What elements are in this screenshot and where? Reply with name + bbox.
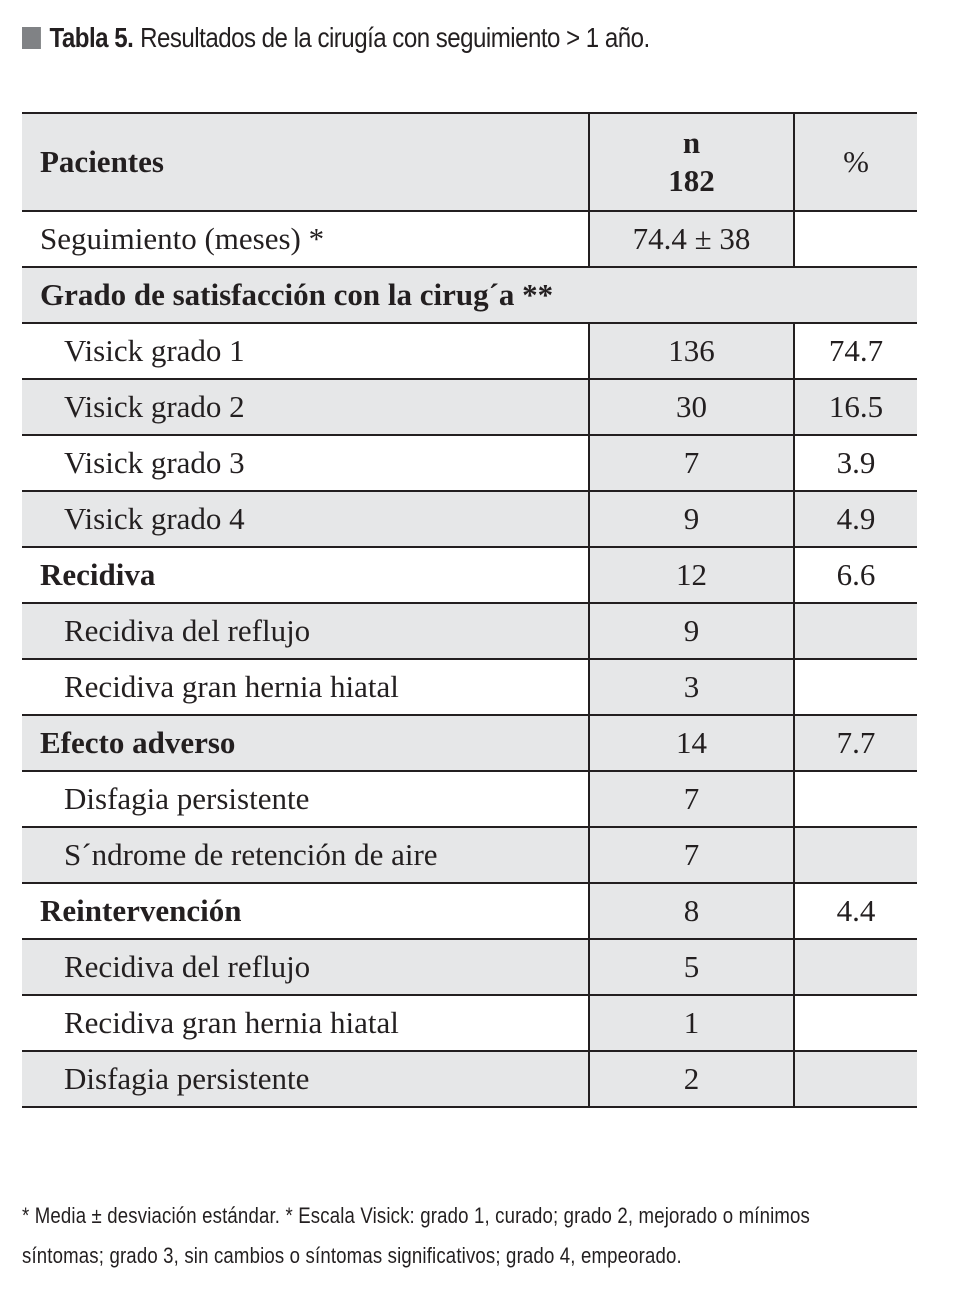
row-label: Disfagia persistente — [22, 1051, 589, 1107]
row-pct — [794, 771, 917, 827]
table-row — [22, 939, 917, 995]
section-label: Grado de satisfacción con la cirug´a ** — [22, 267, 917, 323]
table-row — [22, 211, 917, 267]
row-label: Reintervención — [22, 883, 589, 939]
row-pct — [794, 211, 917, 267]
table-row — [22, 547, 917, 603]
row-label: Disfagia persistente — [22, 771, 589, 827]
row-pct: 6.6 — [794, 547, 917, 603]
row-label: Visick grado 3 — [22, 435, 589, 491]
row-pct: 4.4 — [794, 883, 917, 939]
table-row — [22, 995, 917, 1051]
row-label: Visick grado 1 — [22, 323, 589, 379]
table-row — [22, 771, 917, 827]
row-n: 7 — [589, 827, 794, 883]
row-n: 3 — [589, 659, 794, 715]
row-pct: 16.5 — [794, 379, 917, 435]
header-n-label: n — [682, 125, 701, 160]
row-label: Recidiva del reflujo — [22, 939, 589, 995]
header-n — [589, 113, 794, 211]
row-pct — [794, 1051, 917, 1107]
table-row — [22, 435, 917, 491]
row-n: 136 — [589, 323, 794, 379]
table-row — [22, 491, 917, 547]
row-n: 12 — [589, 547, 794, 603]
caption-label: Tabla 5. — [49, 22, 134, 53]
footnote-line-1: * Media ± desviación estándar. * Escala Visick: grado 1, curado; grado 2, mejorado o mínimos — [22, 1203, 811, 1228]
row-n: 9 — [589, 491, 794, 547]
row-label: Recidiva gran hernia hiatal — [22, 659, 589, 715]
caption-title: Resultados de la cirugía con seguimiento > 1 año. — [140, 22, 650, 53]
footnote-line-2: síntomas; grado 3, sin cambios o síntomas significativos; grado 4, empeorado. — [22, 1243, 682, 1268]
row-n: 30 — [589, 379, 794, 435]
table-row — [22, 1051, 917, 1107]
row-pct — [794, 995, 917, 1051]
table-row — [22, 715, 917, 771]
row-pct — [794, 603, 917, 659]
row-pct — [794, 827, 917, 883]
section-row — [22, 267, 917, 323]
table-row — [22, 827, 917, 883]
table-footnote — [22, 1196, 918, 1276]
table-row — [22, 323, 917, 379]
row-pct — [794, 939, 917, 995]
table-row — [22, 883, 917, 939]
row-n: 5 — [589, 939, 794, 995]
row-label: Visick grado 2 — [22, 379, 589, 435]
row-label: Visick grado 4 — [22, 491, 589, 547]
row-pct: 3.9 — [794, 435, 917, 491]
row-label: Recidiva gran hernia hiatal — [22, 995, 589, 1051]
row-n: 1 — [589, 995, 794, 1051]
row-label: Efecto adverso — [22, 715, 589, 771]
row-n: 74.4 ± 38 — [589, 211, 794, 267]
row-pct: 4.9 — [794, 491, 917, 547]
row-pct: 74.7 — [794, 323, 917, 379]
row-pct: 7.7 — [794, 715, 917, 771]
row-label: Seguimiento (meses) * — [22, 211, 589, 267]
row-pct — [794, 659, 917, 715]
row-n: 7 — [589, 771, 794, 827]
table-caption — [22, 18, 650, 58]
row-n: 7 — [589, 435, 794, 491]
table-row — [22, 659, 917, 715]
row-label: Recidiva del reflujo — [22, 603, 589, 659]
header-pct: % — [794, 113, 917, 211]
row-label: S´ndrome de retención de aire — [22, 827, 589, 883]
row-n: 14 — [589, 715, 794, 771]
row-n: 9 — [589, 603, 794, 659]
caption-square-icon — [22, 27, 41, 49]
table-header-row — [22, 113, 917, 211]
row-label: Recidiva — [22, 547, 589, 603]
row-n: 2 — [589, 1051, 794, 1107]
header-pacientes: Pacientes — [22, 113, 589, 211]
header-n-value: 182 — [668, 163, 715, 198]
table-row — [22, 379, 917, 435]
row-n: 8 — [589, 883, 794, 939]
table-row — [22, 603, 917, 659]
results-table — [22, 112, 917, 1108]
